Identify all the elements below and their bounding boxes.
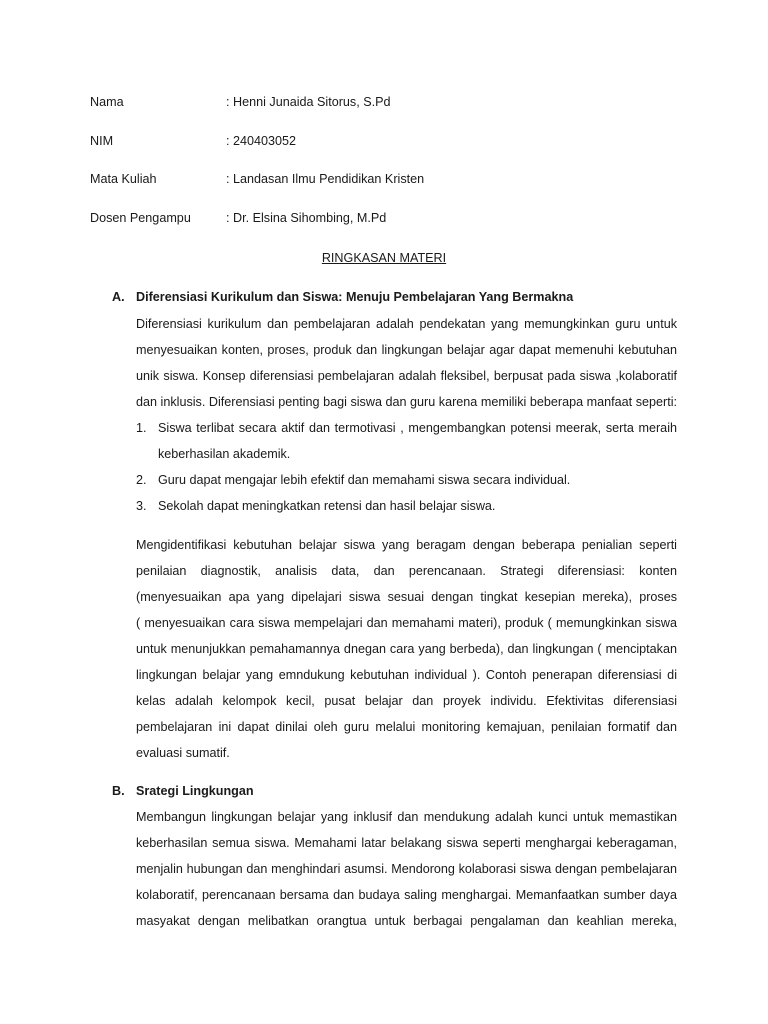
section-b-paragraph-1	[136, 804, 677, 934]
paragraph-line: pembelajaran ini dapat dinilai oleh guru melalui monitoring kemajuan, penilaian formatif dan	[136, 720, 677, 734]
paragraph-line: menyesuaikan konten, proses, produk dan lingkungan belajar agar dapat memenuhi kebutuhan	[136, 343, 677, 357]
paragraph-line: (menyesuaikan apa yang dipelajari siswa sesuai dengan tingkat kesepian mereka), proses	[136, 590, 677, 604]
paragraph-line: untuk menunjukkan pemahamannya dnegan cara yang berbeda), dan lingkungan ( menciptakan	[136, 642, 677, 656]
paragraph-line: lingkungan belajar yang emndukung kebutuhan individual ). Contoh penerapan diferensiasi di	[136, 668, 677, 682]
paragraph-line: penilaian diagnostik, analisis data, dan perencanaan. Strategi diferensiasi: konten	[136, 564, 677, 578]
document-title: RINGKASAN MATERI	[321, 251, 447, 265]
section-b-heading	[112, 783, 254, 799]
paragraph-line: menjalin hubungan dan menghindari asumsi. Mendorong kolaborasi siswa dengan pembelajaran	[136, 862, 677, 876]
paragraph-line: unik siswa. Konsep diferensiasi pembelajaran adalah fleksibel, berpusat pada siswa ,kolaboratif	[136, 369, 677, 383]
paragraph-line: kelas adalah kelompok kecil, pusat belajar dan proyek individu. Efektivitas diferensiasi	[136, 694, 677, 708]
list-line: Sekolah dapat meningkatkan retensi dan hasil belajar siswa.	[158, 499, 496, 513]
section-letter: B.	[112, 784, 125, 798]
list-line: Guru dapat mengajar lebih efektif dan memahami siswa secara individual.	[158, 473, 571, 487]
section-letter: A.	[112, 290, 125, 304]
info-value: : 240403052	[226, 134, 297, 148]
paragraph-line: kolaboratif, perencanaan bersama dan budaya saling menghargai. Memanfaatkan sumber daya	[136, 888, 677, 902]
info-value: : Henni Junaida Sitorus, S.Pd	[226, 95, 391, 109]
paragraph-line: dan inklusis. Diferensiasi penting bagi siswa dan guru karena memiliki beberapa manfaat seperti:	[136, 395, 677, 409]
section-heading-text: Srategi Lingkungan	[136, 784, 254, 798]
list-item	[136, 467, 677, 493]
paragraph-line: Diferensiasi kurikulum dan pembelajaran adalah pendekatan yang memungkinkan guru untuk	[136, 317, 677, 331]
list-number: 2.	[136, 473, 147, 487]
list-item	[136, 493, 677, 519]
paragraph-line: masyakat dengan melibatkan orangtua untuk berbagai pengalaman dan keahlian mereka,	[136, 914, 677, 928]
section-a-paragraph-2	[136, 532, 677, 766]
info-label: NIM	[90, 134, 114, 148]
list-number: 3.	[136, 499, 147, 513]
paragraph-line: Mengidentifikasi kebutuhan belajar siswa yang beragam dengan beberapa penialian seperti	[136, 538, 677, 552]
section-a-numbered-list	[136, 415, 677, 519]
paragraph-line: evaluasi sumatif.	[136, 746, 230, 760]
info-value: : Dr. Elsina Sihombing, M.Pd	[226, 211, 387, 225]
info-value: : Landasan Ilmu Pendidikan Kristen	[226, 172, 425, 186]
section-heading-text: Diferensiasi Kurikulum dan Siswa: Menuju Pembelajaran Yang Bermakna	[136, 290, 574, 304]
info-label: Dosen Pengampu	[90, 211, 191, 225]
info-label: Nama	[90, 95, 124, 109]
section-a-paragraph-1	[136, 311, 677, 415]
paragraph-line: ( menyesuaikan cara siswa mempelajari dan memahami materi), produk ( memungkinkan siswa	[136, 616, 677, 630]
list-number: 1.	[136, 421, 147, 435]
info-label: Mata Kuliah	[90, 172, 157, 186]
list-line: Siswa terlibat secara aktif dan termotivasi , mengembangkan potensi meerak, serta meraih	[158, 421, 677, 435]
list-line: keberhasilan akademik.	[158, 447, 291, 461]
paragraph-line: Membangun lingkungan belajar yang inklusif dan mendukung adalah kunci untuk memastikan	[136, 810, 677, 824]
section-a-heading	[112, 289, 573, 305]
paragraph-line: keberhasilan semua siswa. Memahami latar belakang siswa seperti menghargai keberagaman,	[136, 836, 677, 850]
list-item	[136, 415, 677, 467]
